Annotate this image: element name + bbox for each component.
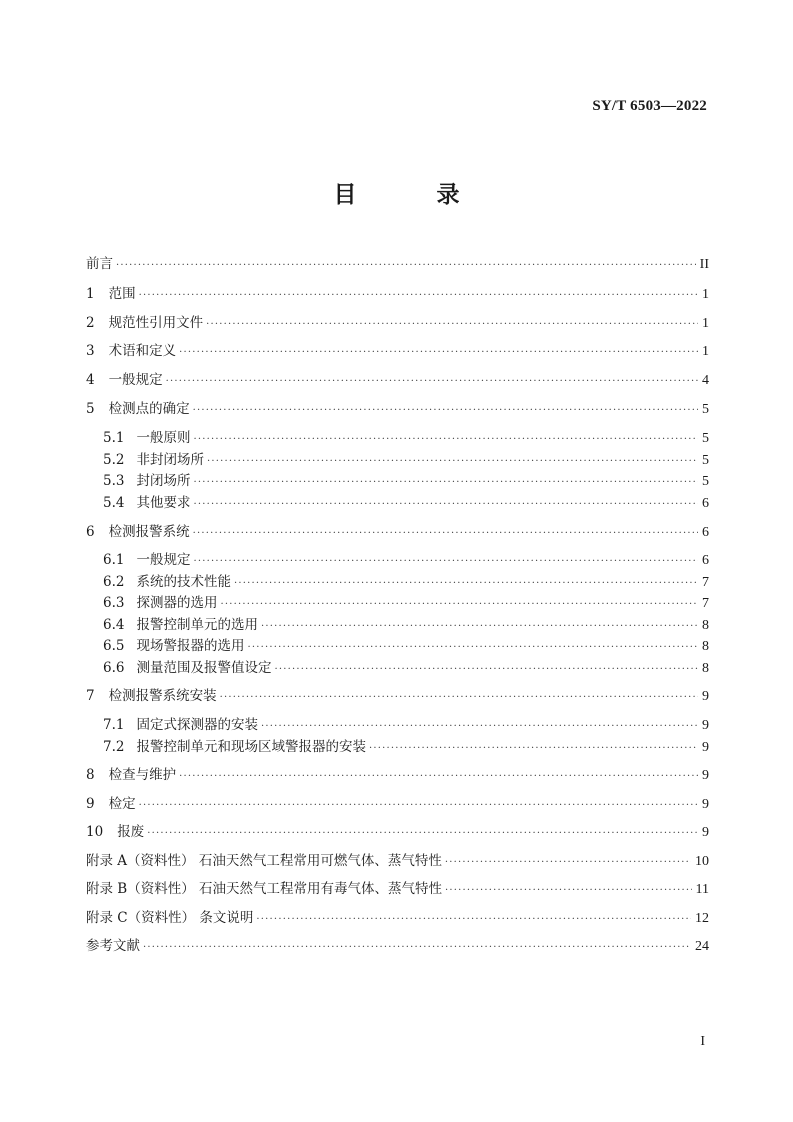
toc-entry[interactable]: [86, 399, 709, 419]
toc-entry-page: 7: [702, 596, 709, 611]
dot-leader: [193, 473, 698, 493]
toc-entry-label: 术语和定义: [108, 343, 177, 359]
dot-leader: [261, 617, 698, 637]
toc-entry[interactable]: [86, 879, 709, 899]
toc-entry-page: 9: [702, 689, 709, 704]
toc-entry[interactable]: [103, 572, 709, 592]
toc-entry-label: 检查与维护: [108, 767, 177, 783]
toc-entry-page: 5: [702, 474, 709, 489]
toc-entry-page: 5: [702, 453, 709, 468]
toc-entry-page: 6: [702, 553, 709, 568]
dot-leader: [261, 717, 698, 737]
toc-entry-number: 9: [86, 796, 95, 812]
dot-leader: [116, 256, 696, 276]
toc-entry-label: 范围: [108, 286, 136, 302]
toc-entry-page: 9: [702, 740, 709, 755]
toc-entry-number: 7: [86, 688, 95, 704]
toc-entry-label: 规范性引用文件: [108, 315, 204, 331]
toc-entry-label: 一般原则: [136, 430, 191, 446]
toc-entry-label: 报废: [117, 824, 145, 840]
toc-entry-number: 6.2: [103, 574, 125, 590]
dot-leader: [256, 910, 691, 930]
toc-entry[interactable]: [103, 428, 709, 448]
toc-entry-page: 8: [702, 639, 709, 654]
toc-entry-page: 6: [702, 525, 709, 540]
toc-entry[interactable]: [86, 822, 709, 842]
toc-entry-label: 一般规定: [136, 552, 191, 568]
dot-leader: [234, 574, 698, 594]
toc-entry-page: 9: [702, 768, 709, 783]
toc-entry[interactable]: [86, 686, 709, 706]
toc-entry-number: 6.4: [103, 617, 125, 633]
toc-entry[interactable]: [86, 254, 709, 274]
standard-code: SY/T 6503—2022: [592, 98, 707, 114]
toc-entry-number: 3: [86, 343, 95, 359]
dot-leader: [193, 524, 698, 544]
toc-entry[interactable]: [86, 313, 709, 333]
toc-entry-number: 8: [86, 767, 95, 783]
page-title: 目 录: [333, 182, 496, 208]
toc-entry[interactable]: [103, 636, 709, 656]
toc-entry-number: 5.2: [103, 452, 125, 468]
toc-entry[interactable]: [86, 341, 709, 361]
toc-entry-number: 6.6: [103, 660, 125, 676]
dot-leader: [274, 660, 698, 680]
dot-leader: [179, 343, 698, 363]
toc-entry-number: 1: [86, 286, 95, 302]
toc-entry-page: 1: [702, 344, 709, 359]
dot-leader: [147, 824, 698, 844]
toc-entry-label: 前言: [86, 256, 113, 272]
toc-entry-label: 检测点的确定: [108, 401, 190, 417]
toc-entry-page: 24: [695, 939, 709, 954]
toc-entry[interactable]: [103, 450, 709, 470]
toc-entry-number: 5.1: [103, 430, 125, 446]
toc-entry-page: 11: [695, 882, 709, 897]
toc-entry-label: 报警控制单元和现场区域警报器的安装: [136, 739, 366, 755]
toc-entry-page: 8: [702, 618, 709, 633]
dot-leader: [220, 688, 698, 708]
toc-entry-number: 5.3: [103, 473, 125, 489]
toc-entry-label: 检测报警系统: [108, 524, 190, 540]
toc-entry-label: 非封闭场所: [136, 452, 204, 468]
toc-entry-page: 10: [695, 854, 709, 869]
toc-entry-label: 封闭场所: [136, 473, 191, 489]
toc-entry-page: 9: [702, 825, 709, 840]
dot-leader: [445, 881, 692, 901]
toc-entry-label: 一般规定: [108, 372, 163, 388]
toc-entry[interactable]: [86, 522, 709, 542]
toc-entry-number: 4: [86, 372, 95, 388]
toc-entry-label: 系统的技术性能: [136, 574, 231, 590]
toc-entry[interactable]: [86, 370, 709, 390]
dot-leader: [139, 286, 698, 306]
toc-entry-number: 10: [86, 824, 104, 840]
dot-leader: [193, 495, 698, 515]
toc-entry-number: 6.5: [103, 638, 125, 654]
toc-entry[interactable]: [103, 615, 709, 635]
toc-entry-page: 6: [702, 496, 709, 511]
toc-entry[interactable]: [103, 471, 709, 491]
toc-entry[interactable]: [103, 493, 709, 513]
toc-entry-label: 探测器的选用: [136, 595, 218, 611]
toc-entry-page: 8: [702, 661, 709, 676]
toc-entry-number: 5.4: [103, 495, 125, 511]
toc-entry-number: 7.1: [103, 717, 125, 733]
toc-entry[interactable]: [103, 715, 709, 735]
toc-entry-number: 5: [86, 401, 95, 417]
toc-entry-label: 附录 A（资料性） 石油天然气工程常用可燃气体、蒸气特性: [86, 853, 442, 869]
toc-entry-page: 7: [702, 575, 709, 590]
toc-entry[interactable]: [86, 851, 709, 871]
toc-entry[interactable]: [86, 936, 709, 956]
toc-entry[interactable]: [86, 765, 709, 785]
toc-entry[interactable]: [103, 550, 709, 570]
toc-entry-label: 附录 C（资料性） 条文说明: [86, 910, 254, 926]
toc-entry-label: 其他要求: [136, 495, 191, 511]
dot-leader: [445, 853, 691, 873]
dot-leader: [139, 796, 698, 816]
toc-entry[interactable]: [86, 908, 709, 928]
toc-entry-page: 1: [702, 287, 709, 302]
dot-leader: [369, 739, 698, 759]
toc-entry-page: 1: [702, 316, 709, 331]
dot-leader: [206, 315, 698, 335]
dot-leader: [247, 638, 698, 658]
toc-entry-page: 12: [695, 911, 709, 926]
toc-entry-label: 附录 B（资料性） 石油天然气工程常用有毒气体、蒸气特性: [86, 881, 443, 897]
toc-entry-number: 6.1: [103, 552, 125, 568]
dot-leader: [193, 430, 698, 450]
toc-entry-label: 固定式探测器的安装: [136, 717, 258, 733]
toc-entry-page: 5: [702, 431, 709, 446]
toc-entry-label: 测量范围及报警值设定: [136, 660, 272, 676]
toc-entry-page: 9: [702, 797, 709, 812]
toc-entry-number: 7.2: [103, 739, 125, 755]
toc-entry-number: 2: [86, 315, 95, 331]
toc-entry[interactable]: [103, 658, 709, 678]
toc-entry-number: 6: [86, 524, 95, 540]
toc-entry[interactable]: [86, 284, 709, 304]
toc-entry-label: 报警控制单元的选用: [136, 617, 258, 633]
dot-leader: [193, 401, 698, 421]
toc-entry-page: 5: [702, 402, 709, 417]
toc-entry-page: II: [699, 257, 709, 272]
toc-entry[interactable]: [103, 737, 709, 757]
dot-leader: [179, 767, 698, 787]
dot-leader: [207, 452, 698, 472]
page-number: I: [700, 1034, 705, 1049]
toc-entry[interactable]: [86, 794, 709, 814]
dot-leader: [193, 552, 698, 572]
dot-leader: [220, 595, 698, 615]
toc-entry-number: 6.3: [103, 595, 125, 611]
toc-entry-label: 参考文献: [86, 938, 140, 954]
toc-entry-page: 4: [702, 373, 709, 388]
toc-entry-label: 检定: [108, 796, 136, 812]
dot-leader: [166, 372, 698, 392]
toc-entry-label: 检测报警系统安装: [108, 688, 217, 704]
dot-leader: [143, 938, 691, 958]
toc-entry[interactable]: [103, 593, 709, 613]
toc-entry-page: 9: [702, 718, 709, 733]
toc-entry-label: 现场警报器的选用: [136, 638, 245, 654]
